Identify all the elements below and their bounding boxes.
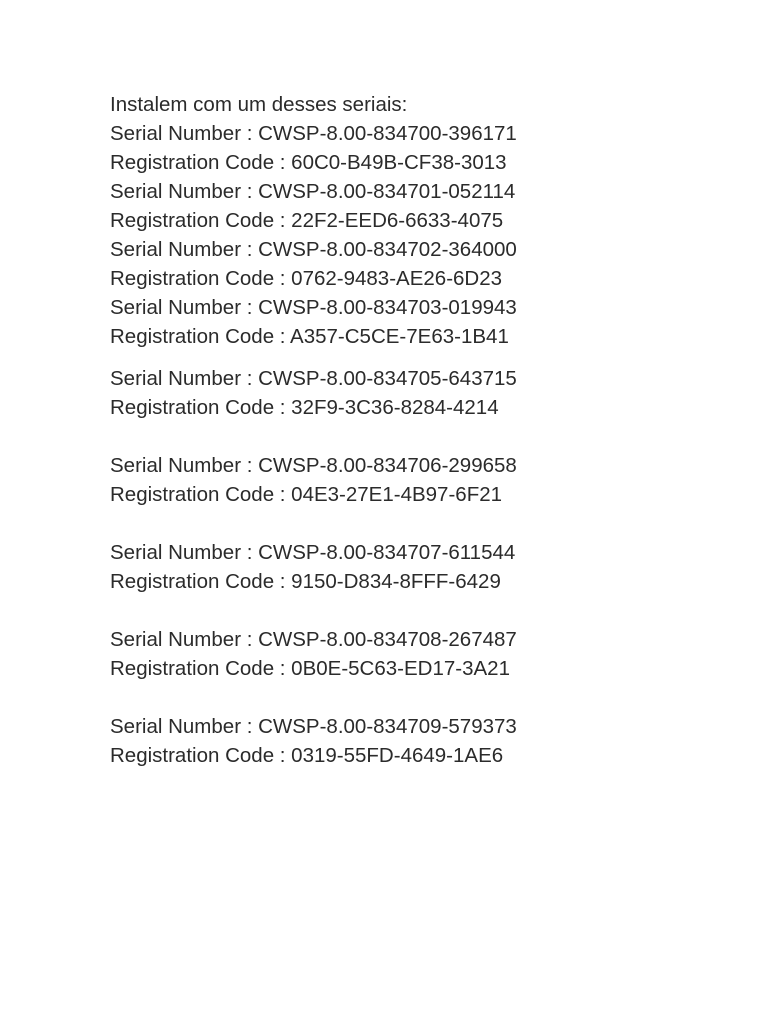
spacer (110, 351, 730, 364)
registration-code: Registration Code : 0319-55FD-4649-1AE6 (110, 744, 504, 767)
spacer (110, 422, 730, 451)
serial-number: Serial Number : CWSP-8.00-834703-019943 (110, 296, 517, 319)
serial-number: Serial Number : CWSP-8.00-834705-643715 (110, 367, 517, 390)
serial-number: Serial Number : CWSP-8.00-834709-579373 (110, 715, 517, 738)
registration-code: Registration Code : 22F2-EED6-6633-4075 (110, 209, 504, 232)
spacer (110, 596, 730, 625)
registration-code: Registration Code : 04E3-27E1-4B97-6F21 (110, 483, 503, 506)
serial-number: Serial Number : CWSP-8.00-834701-052114 (110, 180, 516, 203)
serial-number: Serial Number : CWSP-8.00-834700-396171 (110, 122, 517, 145)
serial-number: Serial Number : CWSP-8.00-834708-267487 (110, 628, 517, 651)
registration-code: Registration Code : 0B0E-5C63-ED17-3A21 (110, 657, 510, 680)
registration-code: Registration Code : 9150-D834-8FFF-6429 (110, 570, 501, 593)
registration-code: Registration Code : A357-C5CE-7E63-1B41 (110, 325, 509, 348)
document-body (110, 90, 730, 770)
spacer (110, 683, 730, 712)
registration-code: Registration Code : 32F9-3C36-8284-4214 (110, 396, 499, 419)
spacer (110, 509, 730, 538)
intro-text: Instalem com um desses seriais: (110, 93, 408, 116)
registration-code: Registration Code : 0762-9483-AE26-6D23 (110, 267, 503, 290)
serial-number: Serial Number : CWSP-8.00-834702-364000 (110, 238, 517, 261)
serial-number: Serial Number : CWSP-8.00-834706-299658 (110, 454, 517, 477)
registration-code: Registration Code : 60C0-B49B-CF38-3013 (110, 151, 507, 174)
serial-number: Serial Number : CWSP-8.00-834707-611544 (110, 541, 516, 564)
